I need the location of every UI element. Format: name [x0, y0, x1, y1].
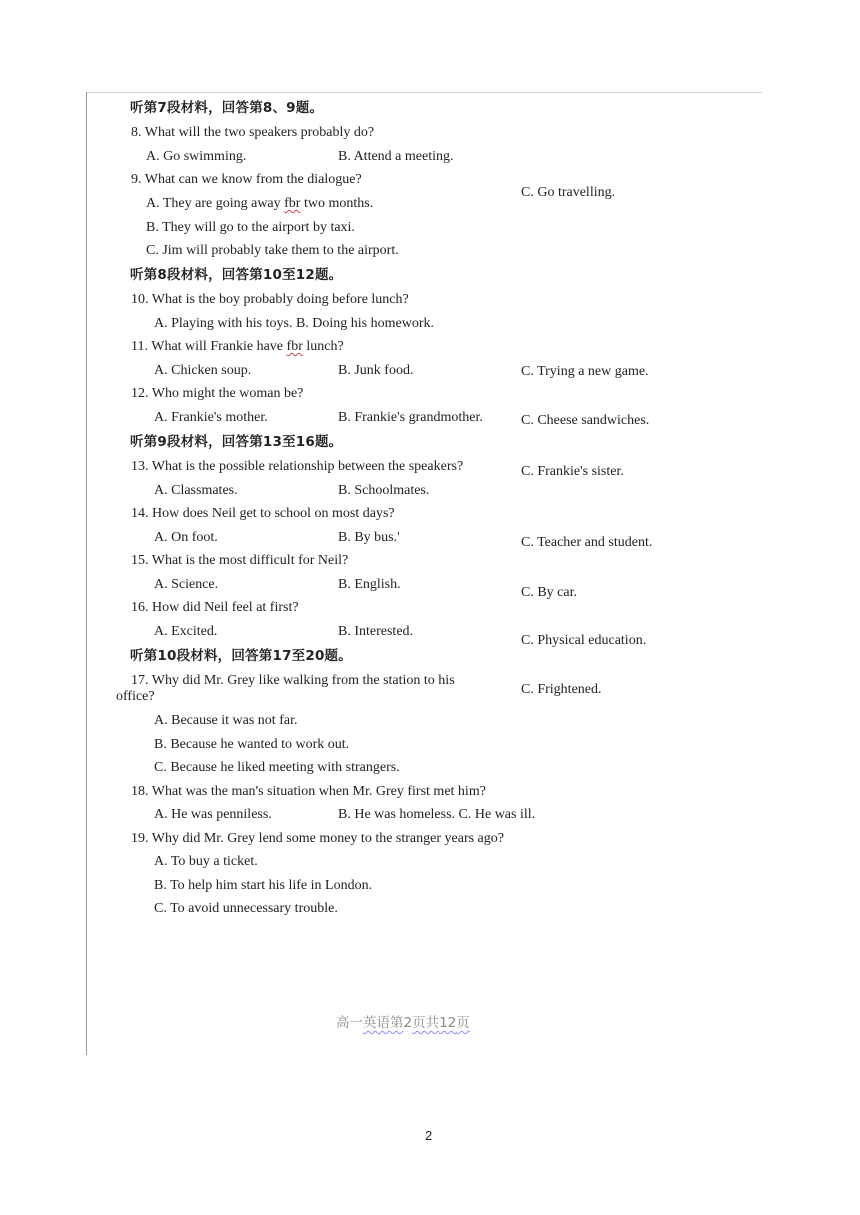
question-12-stem: 12. Who might the woman be? — [131, 386, 304, 401]
q9-a-prefix: A. They are going away — [146, 196, 285, 211]
question-19-option-a: A. To buy a ticket. — [154, 854, 258, 869]
question-13-option-b: B. Schoolmates. — [338, 483, 430, 498]
section-heading-8: 听第8段材料，回答第10至12题。 — [130, 267, 343, 283]
question-11-option-b: B. Junk food. — [338, 363, 414, 378]
question-10-stem: 10. What is the boy probably doing before lunch? — [131, 292, 409, 307]
question-19-stem: 19. Why did Mr. Grey lend some money to the stranger years ago? — [131, 831, 504, 846]
footer-part-4: 页共 — [412, 1015, 440, 1031]
question-16-stem: 16. How did Neil feel at first? — [131, 600, 299, 615]
question-17-option-c: C. Because he liked meeting with strangers. — [154, 760, 400, 775]
footer-part-1: 高一 — [336, 1015, 363, 1031]
footer-part-5: 12 — [439, 1015, 457, 1031]
question-8-option-a: A. Go swimming. — [146, 149, 247, 164]
question-12-option-c: C. Frankie's sister. — [521, 464, 624, 479]
question-10-options-ab: A. Playing with his toys. B. Doing his homework. — [154, 316, 435, 331]
question-13-option-c: C. Teacher and student. — [521, 535, 653, 550]
question-19-option-b: B. To help him start his life in London. — [154, 878, 373, 893]
question-14-stem: 14. How does Neil get to school on most days? — [131, 506, 395, 521]
question-15-option-b: B. English. — [338, 577, 401, 592]
question-14-option-a: A. On foot. — [154, 530, 218, 545]
question-19-option-c: C. To avoid unnecessary trouble. — [154, 901, 338, 916]
q11-stem-suffix: lunch? — [302, 339, 344, 354]
question-15-option-a: A. Science. — [154, 577, 219, 592]
question-11-option-a: A. Chicken soup. — [154, 363, 252, 378]
question-17-option-a: A. Because it was not far. — [154, 713, 298, 728]
question-12-option-b: B. Frankie's grandmother. — [338, 410, 483, 425]
question-18-options-bc: B. He was homeless. C. He was ill. — [338, 807, 536, 822]
page-number: 2 — [425, 1128, 433, 1143]
question-15-option-c: C. Physical education. — [521, 633, 647, 648]
page-left-border — [86, 92, 87, 1055]
question-16-option-a: A. Excited. — [154, 624, 218, 639]
question-13-option-a: A. Classmates. — [154, 483, 238, 498]
page-footer — [336, 1011, 470, 1031]
spelling-error-mark: fbr — [284, 196, 301, 211]
question-17-stem-line2: office? — [116, 689, 155, 704]
question-18-stem: 18. What was the man's situation when Mr. Grey first met him? — [131, 784, 486, 799]
question-14-option-b: B. By bus.' — [338, 530, 400, 545]
footer-part-6: 页 — [456, 1015, 470, 1031]
question-15-stem: 15. What is the most difficult for Neil? — [131, 553, 349, 568]
question-14-option-c: C. By car. — [521, 585, 577, 600]
question-16-option-b: B. Interested. — [338, 624, 414, 639]
question-11-stem — [131, 339, 344, 355]
question-10-option-c: C. Trying a new game. — [521, 364, 649, 379]
question-17-option-b: B. Because he wanted to work out. — [154, 737, 350, 752]
question-17-stem-line1: 17. Why did Mr. Grey like walking from the station to his — [131, 673, 455, 688]
question-9-option-a — [146, 196, 373, 212]
footer-part-2: 英语第 — [363, 1015, 404, 1031]
q11-stem-prefix: 11. What will Frankie have — [131, 339, 287, 354]
question-8-option-c: C. Go travelling. — [521, 185, 616, 200]
section-heading-10: 听第10段材料，回答第17至20题。 — [130, 648, 352, 664]
spelling-error-mark: fbr — [286, 339, 303, 354]
question-9-stem: 9. What can we know from the dialogue? — [131, 172, 362, 187]
question-8-stem: 8. What will the two speakers probably do? — [131, 125, 375, 140]
question-13-stem: 13. What is the possible relationship between the speakers? — [131, 459, 464, 474]
question-16-option-c: C. Frightened. — [521, 682, 602, 697]
question-11-option-c: C. Cheese sandwiches. — [521, 413, 650, 428]
section-heading-7: 听第7段材料，回答第8、9题。 — [130, 100, 324, 116]
question-9-option-c: C. Jim will probably take them to the airport. — [146, 243, 399, 258]
question-12-option-a: A. Frankie's mother. — [154, 410, 268, 425]
q9-a-suffix: two months. — [300, 196, 374, 211]
footer-part-3: 2 — [403, 1015, 413, 1031]
page-top-border — [86, 92, 762, 93]
question-18-option-a: A. He was penniless. — [154, 807, 272, 822]
question-9-option-b: B. They will go to the airport by taxi. — [146, 220, 355, 235]
section-heading-9: 听第9段材料，回答第13至16题。 — [130, 434, 343, 450]
question-8-option-b: B. Attend a meeting. — [338, 149, 454, 164]
